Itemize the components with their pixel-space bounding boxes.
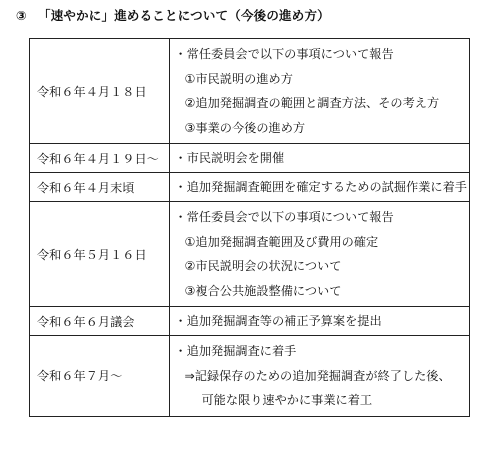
- content-line: ・追加発掘調査に着手: [174, 344, 297, 358]
- content-cell: [169, 144, 470, 173]
- table-row: [30, 39, 470, 144]
- content-cell: [169, 173, 470, 202]
- date-cell: 令和６年４月末頃: [30, 173, 170, 202]
- section-heading: [16, 6, 330, 24]
- content-cell: [169, 336, 470, 417]
- table-row: [30, 173, 470, 202]
- content-line: ・常任委員会で以下の事項について報告: [174, 47, 394, 61]
- table-row: [30, 202, 470, 307]
- date-cell: 令和６年４月１９日～: [30, 144, 170, 173]
- content-cell: [169, 202, 470, 307]
- content-line: 可能な限り速やかに事業に着工: [201, 393, 373, 407]
- date-cell: 令和６年６月議会: [30, 307, 170, 336]
- date-cell: 令和６年５月１６日: [30, 202, 170, 307]
- content-line: ・追加発掘調査等の補正予算案を提出: [174, 314, 382, 328]
- content-cell: [169, 307, 470, 336]
- schedule-table: [29, 38, 470, 417]
- content-line: ②市民説明会の状況について: [184, 259, 342, 273]
- content-line: ①追加発掘調査範囲及び費用の確定: [184, 234, 379, 249]
- table-row: [30, 307, 470, 336]
- content-line: ③複合公共施設整備について: [184, 283, 342, 298]
- section-number: ③: [16, 8, 27, 23]
- content-line: ①市民説明の進め方: [184, 71, 293, 86]
- content-line: ⇒記録保存のための追加発掘調査が終了した後、: [184, 368, 451, 383]
- content-line: ③事業の今後の進め方: [184, 120, 306, 135]
- content-cell: [169, 39, 470, 144]
- content-line: ・常任委員会で以下の事項について報告: [174, 210, 394, 224]
- date-cell: 令和６年７月～: [30, 336, 170, 417]
- section-title: 「速やかに」進めることについて（今後の進め方）: [38, 8, 330, 23]
- content-line: ・追加発掘調査範囲を確定するための試掘作業に着手: [174, 180, 467, 194]
- table-row: [30, 144, 470, 173]
- content-line: ②追加発掘調査の範囲と調査方法、その考え方: [184, 96, 440, 110]
- content-line: ・市民説明会を開催: [174, 151, 285, 165]
- table-row: [30, 336, 470, 417]
- date-cell: 令和６年４月１８日: [30, 39, 170, 144]
